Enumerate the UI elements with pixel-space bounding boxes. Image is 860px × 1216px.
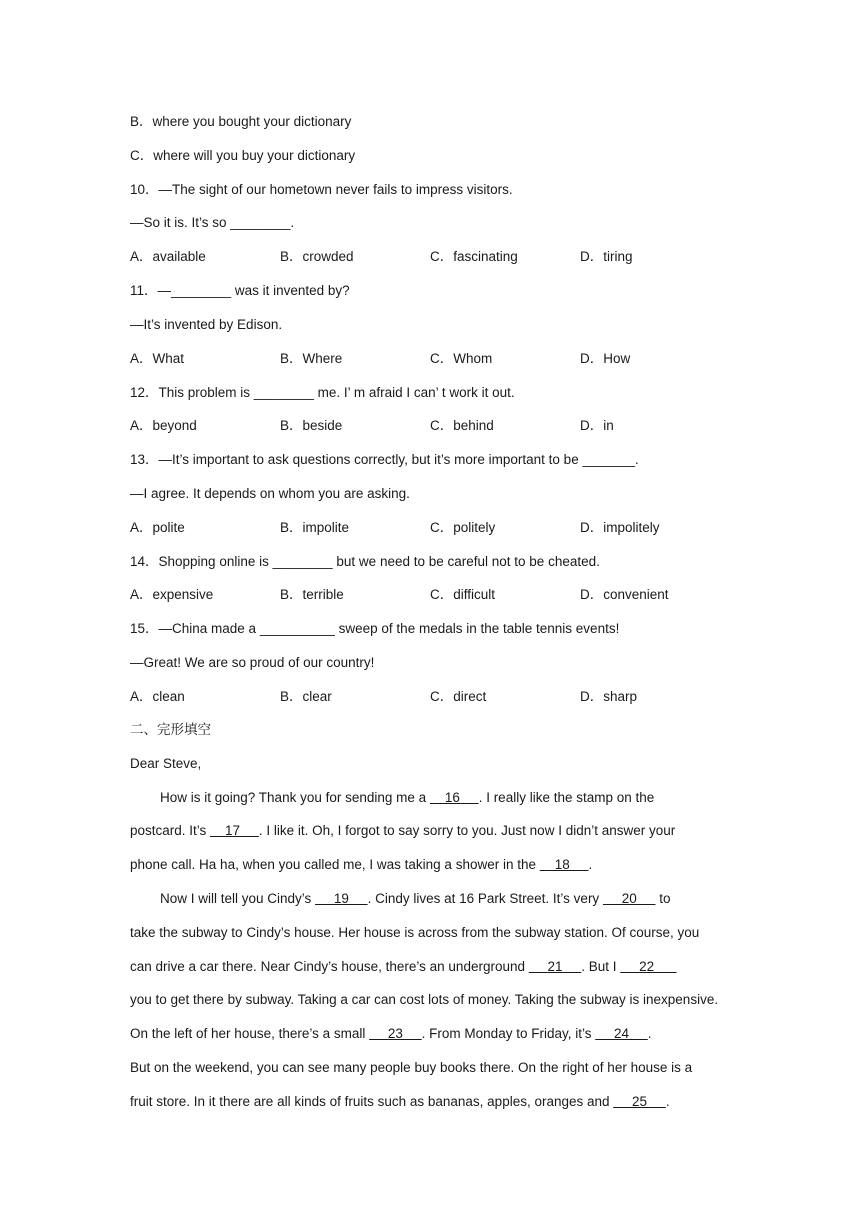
passage-line: take the subway to Cindy’s house. Her house is across from the subway station. Of course, you: [130, 925, 700, 940]
option-b: B．clear: [280, 689, 332, 704]
option-c: C．politely: [430, 520, 496, 535]
option-c: C．behind: [430, 418, 494, 433]
option-a: A．expensive: [130, 587, 214, 602]
option-line-b: B．where you bought your dictionary: [130, 114, 352, 129]
option-b: B．impolite: [280, 520, 350, 535]
option-c: C．Whom: [430, 351, 493, 366]
option-a: A．available: [130, 249, 206, 264]
options-q12: [130, 417, 750, 435]
blank-21: 21: [528, 959, 582, 974]
option-d: D．impolitely: [580, 520, 660, 535]
question-14: 14．Shopping online is ________ but we need to be careful not to be cheated.: [130, 554, 600, 569]
question-11-reply: —It’s invented by Edison.: [130, 317, 283, 332]
question-15-reply: —Great! We are so proud of our country!: [130, 655, 375, 670]
option-line-c: C．where will you buy your dictionary: [130, 148, 356, 163]
option-b: B．crowded: [280, 249, 354, 264]
passage-line: But on the weekend, you can see many people buy books there. On the right of her house is a: [130, 1060, 693, 1075]
option-d: D．tiring: [580, 249, 633, 264]
passage-line: fruit store. In it there are all kinds of fruits such as bananas, apples, oranges and 25 .: [130, 1094, 670, 1109]
blank-17: 17: [210, 823, 259, 838]
section-heading-cloze: 二、完形填空: [130, 722, 211, 738]
options-q10: [130, 248, 750, 266]
passage-line: postcard. It’s 17 . I like it. Oh, I forgot to say sorry to you. Just now I didn’t answer your: [130, 823, 676, 838]
option-d: D．sharp: [580, 689, 638, 704]
question-10: 10．—The sight of our hometown never fails to impress visitors.: [130, 182, 513, 197]
question-12: 12．This problem is ________ me. I’ m afraid I can’ t work it out.: [130, 385, 515, 400]
passage-line: On the left of her house, there’s a small 23 . From Monday to Friday, it’s 24 .: [130, 1026, 652, 1041]
option-a: A．What: [130, 351, 185, 366]
passage-line: you to get there by subway. Taking a car can cost lots of money. Taking the subway is inexpensive.: [130, 992, 719, 1007]
option-b: B．Where: [280, 351, 343, 366]
option-d: D．How: [580, 351, 631, 366]
passage-line: Now I will tell you Cindy’s 19 . Cindy lives at 16 Park Street. It’s very 20 to: [160, 891, 671, 906]
option-c: C．direct: [430, 689, 487, 704]
blank-25: 25: [613, 1094, 666, 1109]
option-d: D．convenient: [580, 587, 669, 602]
question-11: 11．—________ was it invented by?: [130, 283, 350, 298]
blank-20: 20: [602, 891, 656, 906]
option-b: B．beside: [280, 418, 343, 433]
option-b: B．terrible: [280, 587, 344, 602]
passage-line: How is it going? Thank you for sending me a 16 . I really like the stamp on the: [160, 790, 655, 805]
question-15: 15．—China made a __________ sweep of the medals in the table tennis events!: [130, 621, 620, 636]
question-13: 13．—It’s important to ask questions correctly, but it’s more important to be _______.: [130, 452, 639, 467]
blank-23: 23: [369, 1026, 422, 1041]
blank-16: 16: [429, 790, 479, 805]
blank-19: 19: [315, 891, 368, 906]
passage-line: phone call. Ha ha, when you called me, I was taking a shower in the 18 .: [130, 857, 593, 872]
blank-18: 18: [539, 857, 589, 872]
option-a: A．clean: [130, 689, 185, 704]
options-q14: [130, 586, 750, 604]
question-13-reply: —I agree. It depends on whom you are asking.: [130, 486, 410, 501]
passage-line: can drive a car there. Near Cindy’s house, there’s an underground 21 . But I 22: [130, 959, 677, 974]
option-a: A．polite: [130, 520, 185, 535]
options-q11: [130, 350, 750, 368]
options-q13: [130, 519, 750, 537]
option-a: A．beyond: [130, 418, 197, 433]
question-10-reply: —So it is. It’s so ________.: [130, 215, 295, 230]
option-c: C．fascinating: [430, 249, 518, 264]
blank-22: 22: [620, 959, 677, 974]
option-d: D．in: [580, 418, 614, 433]
options-q15: [130, 688, 750, 706]
option-c: C．difficult: [430, 587, 496, 602]
blank-24: 24: [595, 1026, 648, 1041]
letter-greeting: Dear Steve,: [130, 756, 202, 771]
